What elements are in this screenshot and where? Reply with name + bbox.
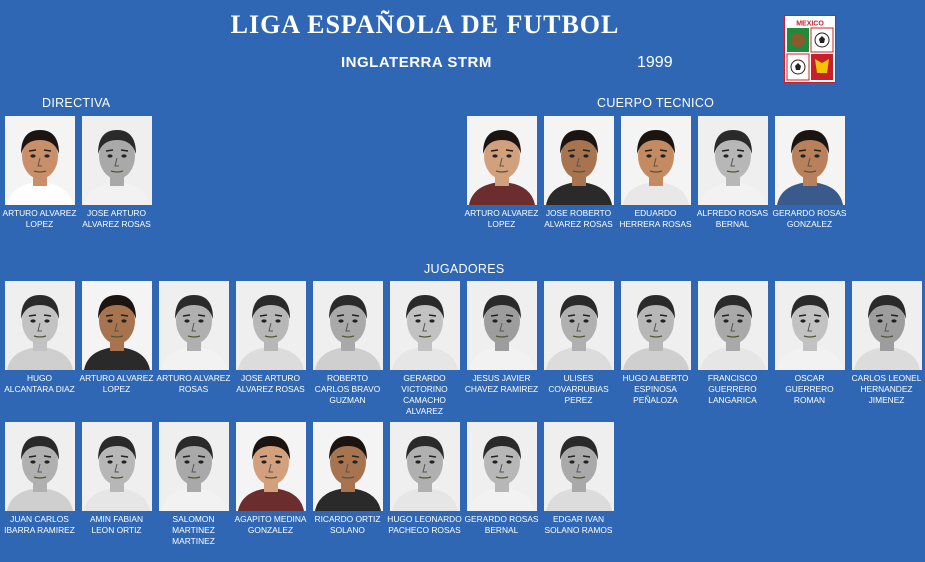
person-card [1,281,78,395]
person-name: ARTURO ALVAREZ LOPEZ [79,373,154,394]
person-photo [544,422,614,511]
person-name: AMIN FABIAN LEON ORTIZ [89,514,144,535]
person-photo [467,116,537,205]
person-photo [5,422,75,511]
person-card [848,281,925,406]
section-directiva: DIRECTIVA [42,96,111,110]
person-photo [775,281,845,370]
person-card [771,281,848,406]
person-card [694,116,771,230]
person-card [617,281,694,406]
person-photo [5,116,75,205]
person-card [1,116,78,230]
person-name: RICARDO ORTIZ SOLANO [314,514,381,535]
person-card [1,422,78,536]
person-photo [82,422,152,511]
person-photo [390,281,460,370]
person-card [309,281,386,406]
section-jugadores: JUGADORES [424,262,505,276]
person-card [617,116,694,230]
crest-text: MEXICO [796,20,824,28]
person-name: JOSE ARTURO ALVAREZ ROSAS [236,373,305,394]
person-card [78,281,155,395]
person-card [232,281,309,395]
person-name: ALFREDO ROSAS BERNAL [696,208,769,229]
person-card [540,422,617,536]
person-card [540,116,617,230]
person-card [232,422,309,536]
person-photo [467,281,537,370]
person-photo [621,281,691,370]
person-name: HUGO LEONARDO PACHECO ROSAS [387,514,462,535]
person-card [386,422,463,536]
person-name: SALOMON MARTINEZ MARTINEZ [172,514,215,546]
person-name: EDGAR IVAN SOLANO RAMOS [544,514,613,535]
person-name: GERARDO VICTORINO CAMACHO ALVAREZ [401,373,448,416]
person-name: ROBERTO CARLOS BRAVO GUZMAN [314,373,381,405]
person-card [694,281,771,406]
person-name: GERARDO ROSAS BERNAL [464,514,539,535]
person-photo [698,116,768,205]
team-crest-logo [784,15,836,83]
person-name: FRANCISCO GUERRERO LANGARICA [707,373,758,405]
person-name: ARTURO ALVAREZ ROSAS [156,373,231,394]
person-name: HUGO ALCANTARA DIAZ [4,373,75,394]
person-name: ARTURO ALVAREZ LOPEZ [2,208,77,229]
person-card [771,116,848,230]
person-photo [621,116,691,205]
person-photo [82,116,152,205]
person-name: AGAPITO MEDINA GONZALEZ [234,514,307,535]
person-photo [544,281,614,370]
person-card [463,422,540,536]
person-name: HUGO ALBERTO ESPINOSA PEÑALOZA [622,373,689,405]
person-photo [5,281,75,370]
person-card [155,422,232,547]
person-card [78,116,155,230]
person-card [463,281,540,395]
person-photo [159,281,229,370]
person-name: OSCAR GUERRERO ROMAN [785,373,834,405]
person-photo [390,422,460,511]
page-title: LIGA ESPAÑOLA DE FUTBOL [230,10,620,39]
person-name: EDUARDO HERRERA ROSAS [619,208,692,229]
person-name: JESUS JAVIER CHAVEZ RAMIREZ [464,373,539,394]
person-card [309,422,386,536]
person-card [78,422,155,536]
person-photo [698,281,768,370]
person-photo [313,422,383,511]
person-photo [313,281,383,370]
section-cuerpo-tecnico: CUERPO TECNICO [597,96,715,110]
person-name: CARLOS LEONEL HERNANDEZ JIMENEZ [851,373,922,405]
person-photo [82,281,152,370]
person-photo [159,422,229,511]
person-name: GERARDO ROSAS GONZALEZ [772,208,847,229]
person-card [386,281,463,417]
person-name: JUAN CARLOS IBARRA RAMIREZ [4,514,75,535]
person-name: ARTURO ALVAREZ LOPEZ [464,208,539,229]
person-card [540,281,617,406]
person-name: JOSE ARTURO ALVAREZ ROSAS [82,208,151,229]
person-photo [236,422,306,511]
season-year: 1999 [637,54,673,71]
person-photo [236,281,306,370]
person-card [155,281,232,395]
person-photo [775,116,845,205]
person-photo [467,422,537,511]
person-photo [544,116,614,205]
person-card [463,116,540,230]
person-name: ULISES COVARRUBIAS PEREZ [548,373,609,405]
person-name: JOSE ROBERTO ALVAREZ ROSAS [544,208,613,229]
team-name: INGLATERRA STRM [341,54,492,71]
person-photo [852,281,922,370]
